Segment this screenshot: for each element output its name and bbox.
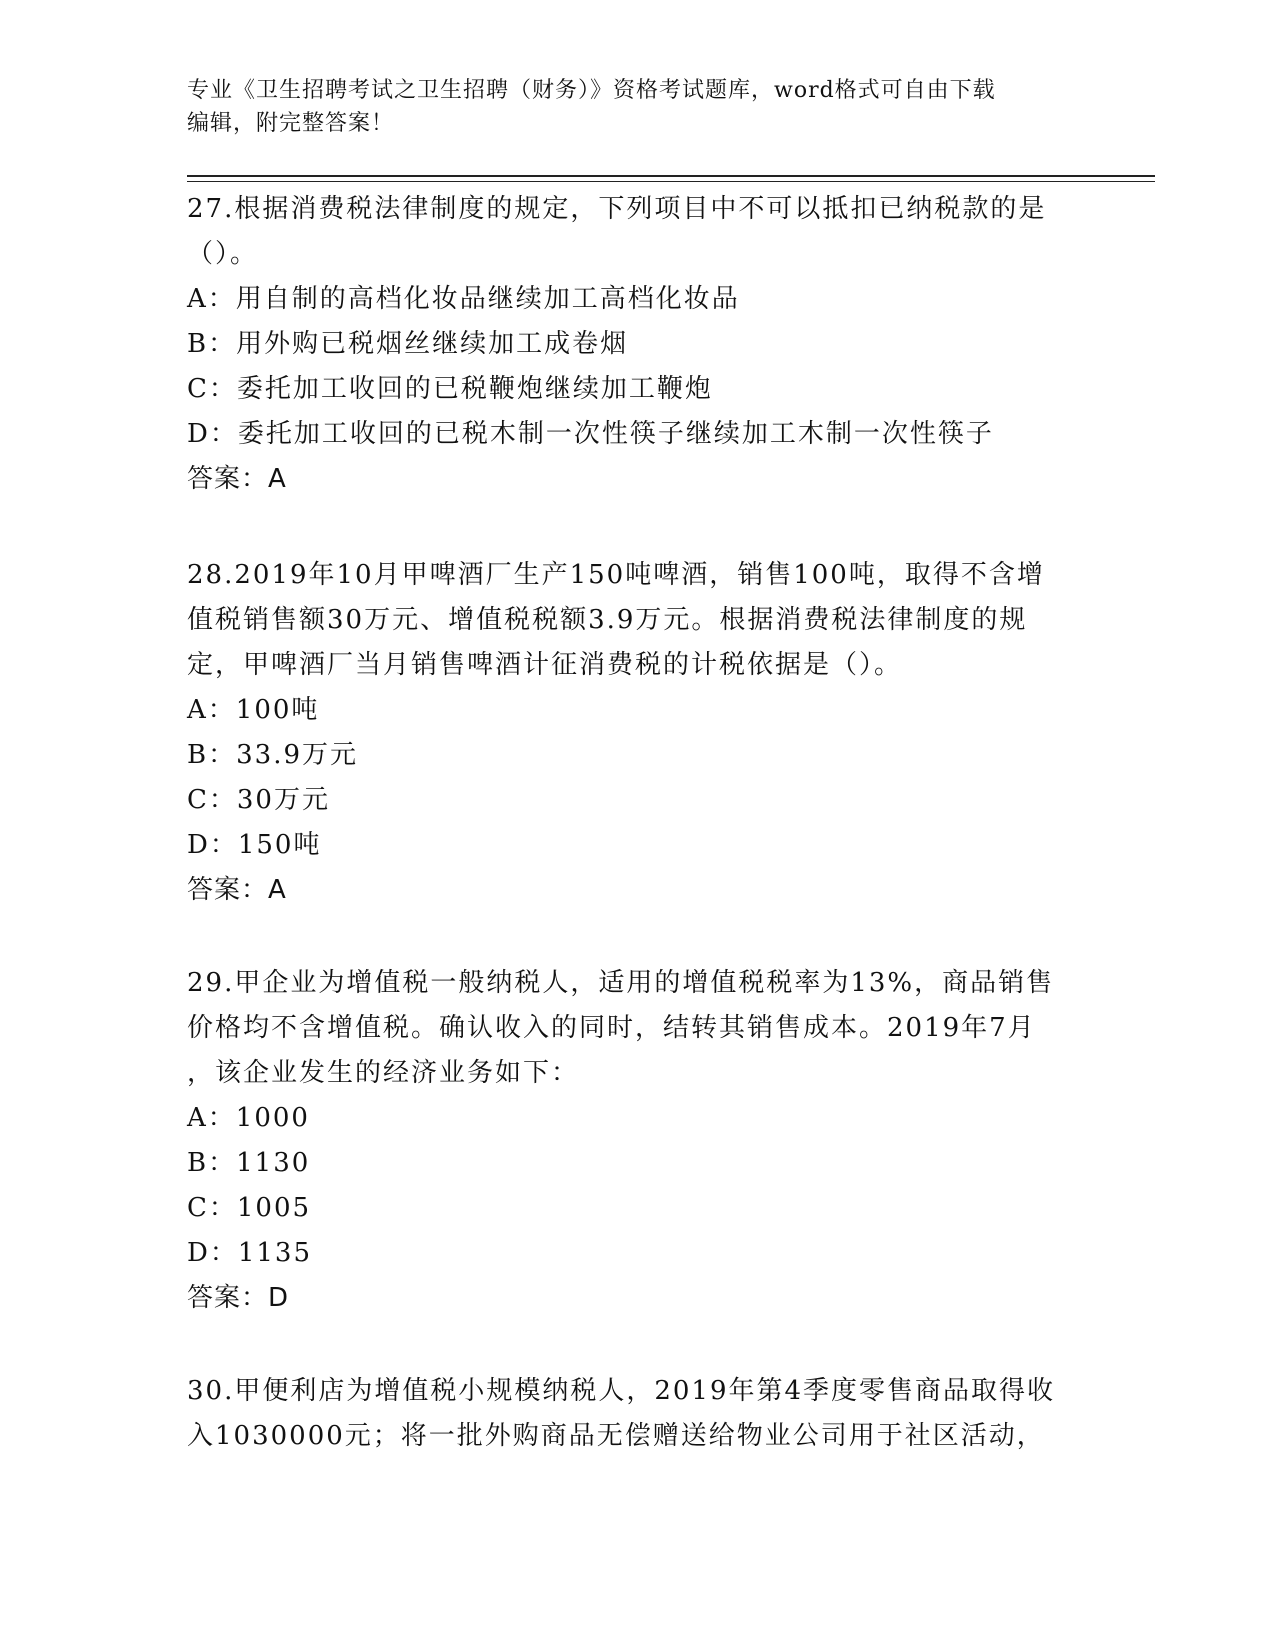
option-c: C：1005 (187, 1193, 312, 1223)
option-d: D：150吨 (187, 830, 322, 860)
question-stem (187, 553, 1087, 688)
stem-line: 价格均不含增值税。确认收入的同时，结转其销售成本。2019年7月 (187, 1013, 1036, 1043)
answer-line: 答案：A (187, 875, 287, 905)
question-29 (187, 961, 1087, 1321)
document-header (187, 74, 1067, 140)
stem-line: （）。 (187, 239, 259, 269)
option-c: C：委托加工收回的已税鞭炮继续加工鞭炮 (187, 374, 713, 404)
header-line-1: 专业《卫生招聘考试之卫生招聘（财务）》资格考试题库，word格式可自由下载 (187, 78, 996, 103)
option-b: B：33.9万元 (187, 740, 358, 770)
header-line-2: 编辑，附完整答案！ (187, 111, 395, 136)
header-divider-thin (187, 181, 1155, 182)
stem-line: 入1030000元；将一批外购商品无偿赠送给物业公司用于社区活动， (187, 1421, 1045, 1451)
stem-line: 30.甲便利店为增值税小规模纳税人，2019年第4季度零售商品取得收 (187, 1376, 1056, 1406)
question-stem (187, 1369, 1087, 1459)
question-28 (187, 553, 1087, 913)
answer-line: 答案：D (187, 1283, 290, 1313)
stem-line: 28.2019年10月甲啤酒厂生产150吨啤酒，销售100吨，取得不含增 (187, 560, 1045, 590)
option-c: C：30万元 (187, 785, 330, 815)
question-30 (187, 1369, 1087, 1459)
question-27 (187, 187, 1087, 502)
stem-line: ，该企业发生的经济业务如下： (187, 1058, 580, 1088)
question-stem (187, 187, 1087, 277)
option-a: A：1000 (187, 1103, 310, 1133)
option-a: A：100吨 (187, 695, 320, 725)
stem-line: 27.根据消费税法律制度的规定，下列项目中不可以抵扣已纳税款的是 (187, 194, 1047, 224)
stem-line: 定，甲啤酒厂当月销售啤酒计征消费税的计税依据是（）。 (187, 650, 903, 680)
header-divider-thick (187, 175, 1155, 177)
option-d: D：委托加工收回的已税木制一次性筷子继续加工木制一次性筷子 (187, 419, 994, 449)
stem-line: 29.甲企业为增值税一般纳税人，适用的增值税税率为13%，商品销售 (187, 968, 1055, 998)
option-d: D：1135 (187, 1238, 313, 1268)
option-b: B：1130 (187, 1148, 311, 1178)
option-a: A：用自制的高档化妆品继续加工高档化妆品 (187, 284, 740, 314)
option-b: B：用外购已税烟丝继续加工成卷烟 (187, 329, 629, 359)
answer-line: 答案：A (187, 464, 287, 494)
stem-line: 值税销售额30万元、增值税税额3.9万元。根据消费税法律制度的规 (187, 605, 1028, 635)
question-stem (187, 961, 1087, 1096)
